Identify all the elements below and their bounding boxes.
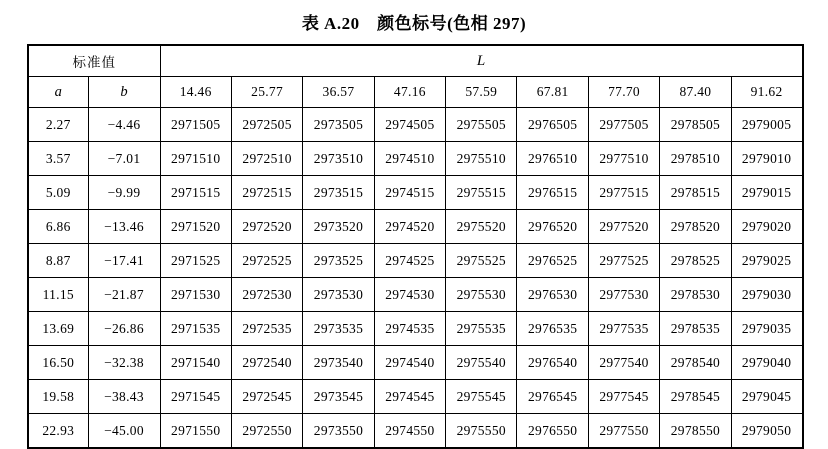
cell-code: 2977535 bbox=[588, 312, 659, 346]
cell-code: 2971515 bbox=[160, 176, 231, 210]
cell-code: 2975530 bbox=[446, 278, 517, 312]
table-row bbox=[28, 108, 803, 142]
cell-code: 2979045 bbox=[731, 380, 802, 414]
color-code-table-wrapper bbox=[27, 44, 802, 449]
cell-code: 2973510 bbox=[303, 142, 374, 176]
cell-code: 2973545 bbox=[303, 380, 374, 414]
cell-a: 22.93 bbox=[28, 414, 88, 449]
cell-b: −4.46 bbox=[88, 108, 160, 142]
cell-code: 2977510 bbox=[588, 142, 659, 176]
cell-code: 2978535 bbox=[660, 312, 731, 346]
cell-code: 2971520 bbox=[160, 210, 231, 244]
header-standard-value: 标准值 bbox=[28, 45, 160, 77]
table-row bbox=[28, 278, 803, 312]
cell-code: 2973525 bbox=[303, 244, 374, 278]
page-title: 表 A.20 颜色标号(色相 297) bbox=[301, 14, 527, 33]
cell-code: 2976540 bbox=[517, 346, 588, 380]
cell-code: 2972545 bbox=[231, 380, 302, 414]
header-l-value: 25.77 bbox=[231, 77, 302, 108]
cell-code: 2972510 bbox=[231, 142, 302, 176]
cell-a: 8.87 bbox=[28, 244, 88, 278]
table-row bbox=[28, 346, 803, 380]
cell-code: 2975515 bbox=[446, 176, 517, 210]
cell-code: 2974535 bbox=[374, 312, 445, 346]
cell-code: 2975510 bbox=[446, 142, 517, 176]
header-l-value: 67.81 bbox=[517, 77, 588, 108]
cell-code: 2977505 bbox=[588, 108, 659, 142]
cell-code: 2975520 bbox=[446, 210, 517, 244]
cell-b: −26.86 bbox=[88, 312, 160, 346]
table-body bbox=[28, 108, 803, 449]
cell-code: 2973530 bbox=[303, 278, 374, 312]
cell-code: 2977515 bbox=[588, 176, 659, 210]
cell-code: 2976525 bbox=[517, 244, 588, 278]
cell-code: 2974530 bbox=[374, 278, 445, 312]
table-header bbox=[28, 45, 803, 108]
cell-code: 2976510 bbox=[517, 142, 588, 176]
cell-code: 2975550 bbox=[446, 414, 517, 449]
cell-code: 2975540 bbox=[446, 346, 517, 380]
cell-code: 2979035 bbox=[731, 312, 802, 346]
cell-code: 2979010 bbox=[731, 142, 802, 176]
cell-code: 2974550 bbox=[374, 414, 445, 449]
cell-code: 2979030 bbox=[731, 278, 802, 312]
cell-b: −21.87 bbox=[88, 278, 160, 312]
cell-a: 19.58 bbox=[28, 380, 88, 414]
cell-code: 2972535 bbox=[231, 312, 302, 346]
header-b: b bbox=[88, 77, 160, 108]
cell-code: 2971530 bbox=[160, 278, 231, 312]
cell-a: 16.50 bbox=[28, 346, 88, 380]
cell-code: 2971545 bbox=[160, 380, 231, 414]
header-a: a bbox=[28, 77, 88, 108]
cell-code: 2971510 bbox=[160, 142, 231, 176]
cell-a: 5.09 bbox=[28, 176, 88, 210]
cell-code: 2977525 bbox=[588, 244, 659, 278]
cell-code: 2977530 bbox=[588, 278, 659, 312]
cell-code: 2973535 bbox=[303, 312, 374, 346]
table-row bbox=[28, 210, 803, 244]
cell-code: 2979020 bbox=[731, 210, 802, 244]
table-header-row-group bbox=[28, 45, 803, 77]
header-l-value: 57.59 bbox=[446, 77, 517, 108]
header-l-value: 87.40 bbox=[660, 77, 731, 108]
cell-code: 2971525 bbox=[160, 244, 231, 278]
table-row bbox=[28, 176, 803, 210]
cell-b: −7.01 bbox=[88, 142, 160, 176]
cell-code: 2974510 bbox=[374, 142, 445, 176]
cell-code: 2973540 bbox=[303, 346, 374, 380]
table-row bbox=[28, 312, 803, 346]
header-l-value: 47.16 bbox=[374, 77, 445, 108]
cell-code: 2979040 bbox=[731, 346, 802, 380]
cell-code: 2976530 bbox=[517, 278, 588, 312]
cell-code: 2974520 bbox=[374, 210, 445, 244]
table-row bbox=[28, 414, 803, 449]
cell-code: 2971540 bbox=[160, 346, 231, 380]
header-l-value: 77.70 bbox=[588, 77, 659, 108]
cell-code: 2972550 bbox=[231, 414, 302, 449]
cell-code: 2976505 bbox=[517, 108, 588, 142]
cell-code: 2978550 bbox=[660, 414, 731, 449]
table-row bbox=[28, 380, 803, 414]
cell-code: 2977550 bbox=[588, 414, 659, 449]
cell-a: 11.15 bbox=[28, 278, 88, 312]
cell-b: −9.99 bbox=[88, 176, 160, 210]
cell-code: 2976515 bbox=[517, 176, 588, 210]
cell-code: 2978510 bbox=[660, 142, 731, 176]
cell-code: 2976520 bbox=[517, 210, 588, 244]
header-lightness: L bbox=[160, 45, 803, 77]
table-row bbox=[28, 244, 803, 278]
cell-code: 2976545 bbox=[517, 380, 588, 414]
cell-code: 2978540 bbox=[660, 346, 731, 380]
cell-code: 2978505 bbox=[660, 108, 731, 142]
cell-code: 2974515 bbox=[374, 176, 445, 210]
cell-code: 2979025 bbox=[731, 244, 802, 278]
cell-code: 2975535 bbox=[446, 312, 517, 346]
cell-b: −32.38 bbox=[88, 346, 160, 380]
cell-a: 3.57 bbox=[28, 142, 88, 176]
cell-code: 2973520 bbox=[303, 210, 374, 244]
color-code-table bbox=[27, 44, 804, 449]
cell-code: 2971535 bbox=[160, 312, 231, 346]
cell-code: 2974505 bbox=[374, 108, 445, 142]
cell-code: 2972520 bbox=[231, 210, 302, 244]
cell-b: −38.43 bbox=[88, 380, 160, 414]
cell-code: 2979015 bbox=[731, 176, 802, 210]
cell-a: 2.27 bbox=[28, 108, 88, 142]
cell-code: 2978530 bbox=[660, 278, 731, 312]
cell-code: 2972505 bbox=[231, 108, 302, 142]
cell-code: 2979050 bbox=[731, 414, 802, 449]
cell-b: −45.00 bbox=[88, 414, 160, 449]
table-header-row-labels bbox=[28, 77, 803, 108]
cell-code: 2976550 bbox=[517, 414, 588, 449]
table-row bbox=[28, 142, 803, 176]
cell-a: 13.69 bbox=[28, 312, 88, 346]
cell-code: 2977545 bbox=[588, 380, 659, 414]
header-l-value: 14.46 bbox=[160, 77, 231, 108]
cell-code: 2977540 bbox=[588, 346, 659, 380]
cell-code: 2972540 bbox=[231, 346, 302, 380]
cell-code: 2974545 bbox=[374, 380, 445, 414]
cell-code: 2976535 bbox=[517, 312, 588, 346]
cell-code: 2972515 bbox=[231, 176, 302, 210]
cell-code: 2975525 bbox=[446, 244, 517, 278]
cell-b: −13.46 bbox=[88, 210, 160, 244]
header-l-value: 91.62 bbox=[731, 77, 802, 108]
cell-code: 2975505 bbox=[446, 108, 517, 142]
cell-code: 2977520 bbox=[588, 210, 659, 244]
cell-code: 2971550 bbox=[160, 414, 231, 449]
cell-a: 6.86 bbox=[28, 210, 88, 244]
cell-code: 2978520 bbox=[660, 210, 731, 244]
cell-code: 2978525 bbox=[660, 244, 731, 278]
cell-code: 2973550 bbox=[303, 414, 374, 449]
header-l-value: 36.57 bbox=[303, 77, 374, 108]
cell-code: 2974525 bbox=[374, 244, 445, 278]
cell-code: 2971505 bbox=[160, 108, 231, 142]
cell-code: 2978515 bbox=[660, 176, 731, 210]
cell-code: 2979005 bbox=[731, 108, 802, 142]
cell-code: 2978545 bbox=[660, 380, 731, 414]
cell-code: 2972525 bbox=[231, 244, 302, 278]
cell-code: 2973505 bbox=[303, 108, 374, 142]
cell-code: 2974540 bbox=[374, 346, 445, 380]
cell-code: 2973515 bbox=[303, 176, 374, 210]
cell-b: −17.41 bbox=[88, 244, 160, 278]
cell-code: 2972530 bbox=[231, 278, 302, 312]
cell-code: 2975545 bbox=[446, 380, 517, 414]
